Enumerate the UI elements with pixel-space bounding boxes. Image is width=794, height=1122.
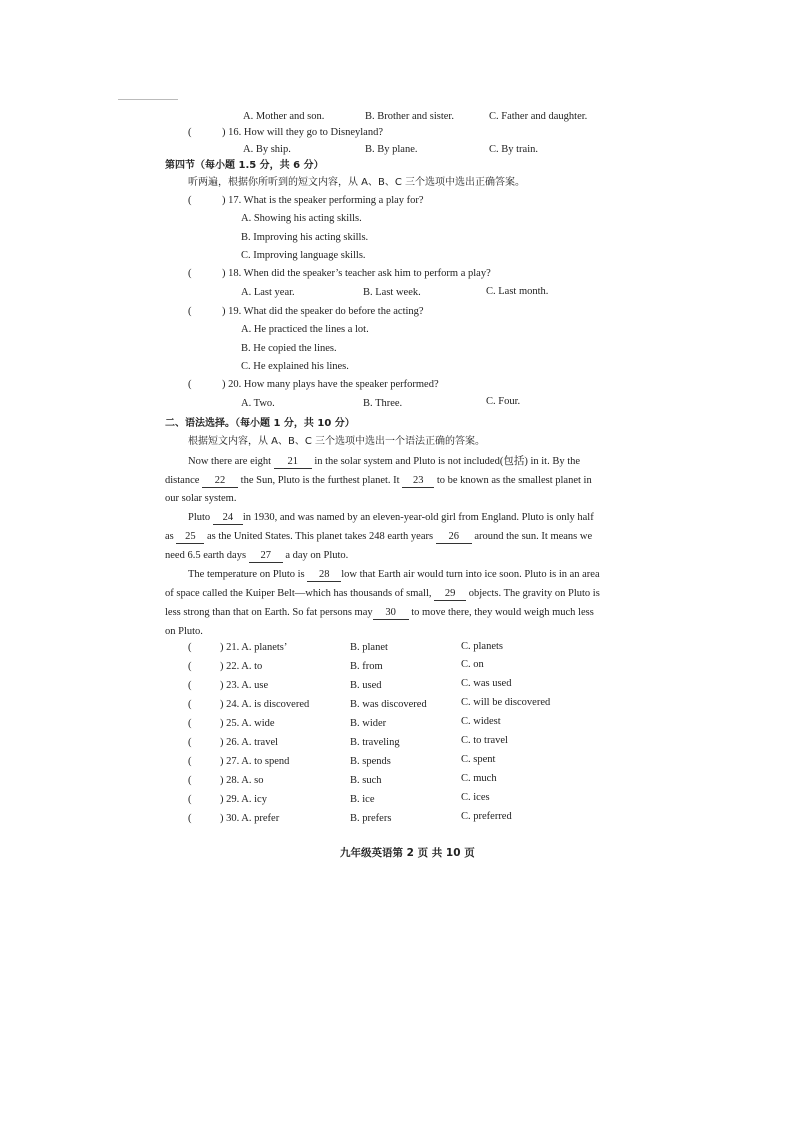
q30-option-a: ) 30. A. prefer bbox=[220, 813, 280, 824]
q27-option-c: C. spent bbox=[461, 754, 496, 765]
q22-option-b: B. from bbox=[350, 661, 383, 672]
section4-title: 第四节（每小题 1.5 分，共 6 分） bbox=[165, 160, 324, 171]
q25-option-b: B. wider bbox=[350, 718, 387, 729]
q24-option-c: C. will be discovered bbox=[461, 697, 551, 708]
q18-option-c: C. Last month. bbox=[486, 286, 549, 297]
passage-line-2: distance 22 the Sun, Pluto is the furthest planet. It 23 to be known as the smallest planet in bbox=[165, 475, 592, 486]
q27-option-b: B. spends bbox=[350, 756, 391, 767]
q20-stem: ) 20. How many plays have the speaker performed? bbox=[222, 379, 439, 390]
q17-stem: ) 17. What is the speaker performing a play for? bbox=[222, 195, 424, 206]
q16-option-b: B. By plane. bbox=[365, 144, 418, 155]
passage-line-3: our solar system. bbox=[165, 493, 237, 504]
q15-option-c: C. Father and daughter. bbox=[489, 111, 588, 122]
blank-22[interactable]: 22 bbox=[202, 475, 238, 488]
section4-instruction: 听两遍，根据你所听到的短文内容，从 A、B、C 三个选项中选出正确答案。 bbox=[188, 177, 526, 188]
q19-option-b: B. He copied the lines. bbox=[241, 343, 337, 354]
q16-option-a: A. By ship. bbox=[243, 144, 291, 155]
q26-option-a: ) 26. A. travel bbox=[220, 737, 279, 748]
q28-option-a: ) 28. A. so bbox=[220, 775, 264, 786]
q25-option-a: ) 25. A. wide bbox=[220, 718, 275, 729]
q22-option-c: C. on bbox=[461, 659, 484, 670]
q29-option-c: C. ices bbox=[461, 792, 490, 803]
part2-instruction: 根据短文内容，从 A、B、C 三个选项中选出一个语法正确的答案。 bbox=[188, 436, 486, 447]
q28-option-b: B. such bbox=[350, 775, 382, 786]
q24-option-a: ) 24. A. is discovered bbox=[220, 699, 310, 710]
q21-option-b: B. planet bbox=[350, 642, 388, 653]
header-rule bbox=[118, 99, 178, 100]
passage-line-7: The temperature on Pluto is 28 low that Earth air would turn into ice soon. Pluto is in an area bbox=[188, 569, 600, 580]
q23-option-c: C. was used bbox=[461, 678, 512, 689]
q28-option-c: C. much bbox=[461, 773, 497, 784]
q30-option-b: B. prefers bbox=[350, 813, 392, 824]
q26-option-b: B. traveling bbox=[350, 737, 400, 748]
q15-option-a: A. Mother and son. bbox=[243, 111, 325, 122]
q20-option-a: A. Two. bbox=[241, 398, 275, 409]
page-footer: 九年级英语第 2 页 共 10 页 bbox=[340, 847, 475, 859]
q17-option-b: B. Improving his acting skills. bbox=[241, 232, 369, 243]
q25-option-c: C. widest bbox=[461, 716, 501, 727]
q24-option-b: B. was discovered bbox=[350, 699, 427, 710]
q23-option-a: ) 23. A. use bbox=[220, 680, 269, 691]
blank-24[interactable]: 24 bbox=[213, 512, 243, 525]
passage-line-4: Pluto 24 in 1930, and was named by an eleven-year-old girl from England. Pluto is only half bbox=[188, 512, 594, 523]
q16-stem: ) 16. How will they go to Disneyland? bbox=[222, 127, 383, 138]
part2-title: 二、语法选择。（每小题 1 分，共 10 分） bbox=[165, 418, 355, 429]
blank-25[interactable]: 25 bbox=[176, 531, 204, 544]
q30-option-c: C. preferred bbox=[461, 811, 512, 822]
q20-option-b: B. Three. bbox=[363, 398, 403, 409]
q21-option-a: ) 21. A. planets’ bbox=[220, 642, 288, 653]
blank-29[interactable]: 29 bbox=[434, 588, 466, 601]
passage-line-9: less strong than that on Earth. So fat persons may 30 to move there, they would weigh much less bbox=[165, 607, 594, 618]
passage-line-1: Now there are eight 21 in the solar system and Pluto is not included(包括) in it. By the bbox=[188, 456, 581, 467]
q16-paren: ( bbox=[188, 127, 192, 138]
blank-30[interactable]: 30 bbox=[373, 607, 409, 620]
q17-option-a: A. Showing his acting skills. bbox=[241, 213, 362, 224]
q23-option-b: B. used bbox=[350, 680, 382, 691]
q20-paren: ( bbox=[188, 379, 192, 390]
passage-line-10: on Pluto. bbox=[165, 626, 203, 637]
q19-option-c: C. He explained his lines. bbox=[241, 361, 349, 372]
q18-paren: ( bbox=[188, 268, 192, 279]
blank-26[interactable]: 26 bbox=[436, 531, 472, 544]
blank-28[interactable]: 28 bbox=[307, 569, 341, 582]
q17-option-c: C. Improving language skills. bbox=[241, 250, 366, 261]
q26-option-c: C. to travel bbox=[461, 735, 508, 746]
q29-option-b: B. ice bbox=[350, 794, 375, 805]
q18-option-a: A. Last year. bbox=[241, 287, 295, 298]
exam-page: A. Mother and son. B. Brother and sister. C. Father and daughter. ( ) 16. How will they go to Disneyland? A. By ship. B. By plane. C. By train. 第四节（每小题 1.5 分，共 6 分） 听两遍，根据你所听到的短文内容，从 A、B、C 三个选项中选出正确答案。 ( ) 17. What is the speaker performing a play for? A. Showing his acting skills. B. Improving his acting skills. C. Improving language skills. ( ) 18. When did the speaker’s teacher ask him to perform a play? A. Last year. B. Last week. C. Last month. ( ) 19. What did the speaker do before the acting? A. He practiced the lines a lot. B. He copied the lines. C. He explained his lines. ( ) 20. How many plays have the speaker performed? A. Two. B. Three. C. Four. 二、语法选择。（每小题 1 分，共 10 分） 根据短文内容，从 A、B、C 三个选项中选出一个语法正确的答案。 Now there are eight 21 in the solar system and Pluto is not included(包括) in it. By the distance 22 the Sun, Pluto is the furthest planet. It 23 to be known as the smallest planet in our solar system. Pluto 24 in 1930, and was named by an eleven-year-old girl from England. Pluto is only half as 25 as the United States. This planet takes 248 earth years 26 around the sun. It means we need 6.5 earth days 27 a day on Pluto. The temperature on Pluto is 28 low that Earth air would turn into ice soon. Pluto is in an area of space called the Kuiper Belt—which has thousands of small, 29 objects. The gravity on Pluto is less strong than that on Earth. So fat persons may 30 to move there, they would weigh much less on Pluto. ( ) 21. A. planets’ B. planet C. planets ( ) 22. A. to B. from C. on ( ) 23. A. use B. used C. was used ( ) 24. A. is discovered B. was discovered C. will be discovered ( ) 25. A. wide B. wider C. widest ( ) 26. A. travel B. traveling C. to travel ( ) 27. A. to spend B. spends C. spent ( ) 28. A. so B. such C. much ( ) 29. A. icy B. ice C. ices ( ) 30. A. prefer B. prefers C. preferred 九年级英语第 2 页 共 10 页 bbox=[0, 0, 794, 1122]
blank-21[interactable]: 21 bbox=[274, 456, 312, 469]
q15-option-b: B. Brother and sister. bbox=[365, 111, 454, 122]
q19-option-a: A. He practiced the lines a lot. bbox=[241, 324, 369, 335]
q29-option-a: ) 29. A. icy bbox=[220, 794, 267, 805]
q27-option-a: ) 27. A. to spend bbox=[220, 756, 290, 767]
q19-stem: ) 19. What did the speaker do before the acting? bbox=[222, 306, 424, 317]
q20-option-c: C. Four. bbox=[486, 396, 521, 407]
q19-paren: ( bbox=[188, 306, 192, 317]
q21-option-c: C. planets bbox=[461, 641, 503, 652]
blank-27[interactable]: 27 bbox=[249, 550, 283, 563]
passage-line-5: as 25 as the United States. This planet takes 248 earth years 26 around the sun. It means we bbox=[165, 531, 593, 542]
blank-23[interactable]: 23 bbox=[402, 475, 434, 488]
q22-option-a: ) 22. A. to bbox=[220, 661, 263, 672]
q16-option-c: C. By train. bbox=[489, 144, 538, 155]
q17-paren: ( bbox=[188, 195, 192, 206]
q18-option-b: B. Last week. bbox=[363, 287, 421, 298]
q18-stem: ) 18. When did the speaker’s teacher ask him to perform a play? bbox=[222, 268, 491, 279]
passage-line-6: need 6.5 earth days 27 a day on Pluto. bbox=[165, 550, 349, 561]
passage-line-8: of space called the Kuiper Belt—which has thousands of small, 29 objects. The gravity on Pluto is bbox=[165, 588, 600, 599]
